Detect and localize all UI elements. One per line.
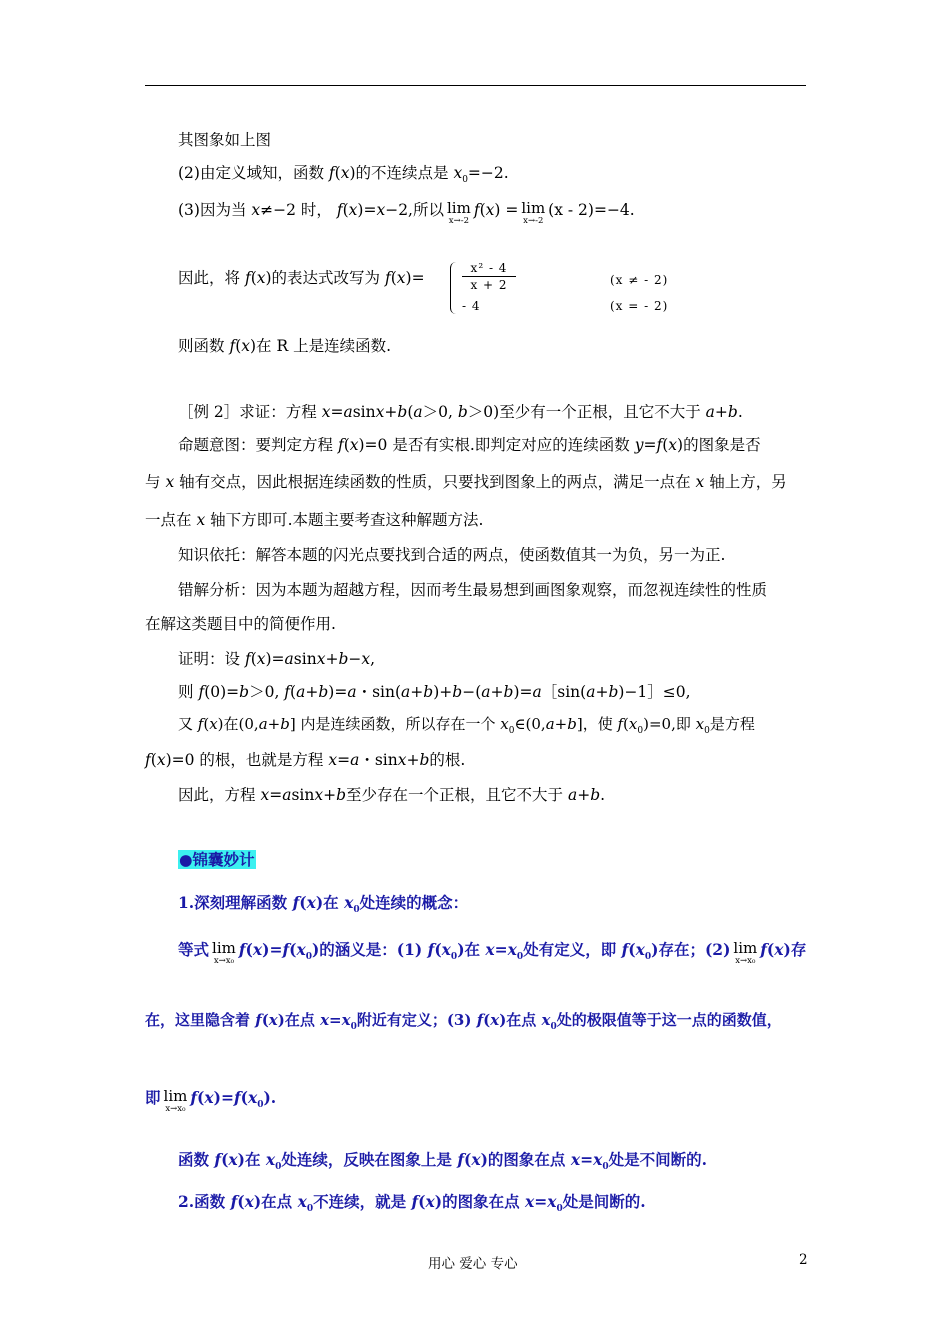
- intent-line-3: 一点在 x 轴下方即可.本题主要考查这种解题方法.: [145, 511, 484, 529]
- error-analysis-line-1: 错解分析：因为本题为超越方程，因而考生最易想到画图象观察，而忽视连续性的性质: [178, 581, 768, 599]
- proof-line-4: f(x)=0 的根，也就是方程 x=a・sinx+b的根.: [145, 751, 466, 769]
- limit-notation: lim x→x₀: [163, 1087, 188, 1114]
- piecewise-value-2: - 4: [462, 299, 481, 313]
- limit-notation: lim x→x₀: [733, 939, 758, 966]
- tip-1-line-4: 函数 f(x)在 $x_0$处连续，反映在图象上是 f(x)的图象在点 $x=x_0$处是不间断的.: [178, 1150, 707, 1173]
- proof-line-2: 则 f(0)=b＞0, f(a+b)=a・sin(a+b)+b−(a+b)=a［sin(a+b)−1］≤0,: [178, 683, 691, 701]
- piecewise-condition-2: (x = - 2): [610, 299, 669, 313]
- tip-1-line-3: 即 lim x→x₀ $f(x)=f(x_0)$.: [145, 1087, 277, 1114]
- example-2-statement: ［例 2］求证：方程 x=asinx+b(a＞0, b＞0)至少有一个正根，且它不大于 a+b.: [178, 403, 743, 421]
- tip-1-line-2: 在，这里隐含着 f(x)在点 $x=x_0$附近有定义；(3) f(x)在点 $x_0$处的极限值等于这一点的函数值，: [145, 1011, 782, 1032]
- text-line-1: 其图象如上图: [178, 131, 272, 149]
- piecewise-fraction: x² - 4 x + 2: [458, 261, 520, 292]
- tip-1-line-1: 等式 lim x→x₀ $f(x)=f(x_0)$的涵义是：(1) $f(x_0)$在 $x=x_0$处有定义，即 $f(x_0)$存在；(2) lim x→x₀ f(x)存: [178, 939, 807, 966]
- text-line-2: (2)由定义域知，函数 f(x)的不连续点是 $x_0=-2$.: [178, 164, 509, 186]
- proof-line-1: 证明：设 f(x)=asinx+b−x,: [178, 650, 376, 668]
- proof-line-3: 又 f(x)在(0,a+b] 内是连续函数，所以存在一个 $x_0\in(0,a+b]$，使 $f(x_0)=0$,即 $x_0$是方程: [178, 715, 755, 736]
- text-line-3: (3)因为当 x≠−2 时， f(x)=x−2,所以 lim x→-2 f(x) = lim x→-2 (x - 2)=−4.: [178, 199, 635, 226]
- tip-2-heading: 2.函数 f(x)在点 $x_0$不连续，就是 f(x)的图象在点 $x=x_0$处是间断的.: [178, 1192, 646, 1215]
- intent-line-2: 与 x 轴有交点，因此根据连续函数的性质，只要找到图象上的两点，满足一点在 x 轴上方，另: [145, 473, 787, 491]
- knowledge-line: 知识依托：解答本题的闪光点要找到合适的两点，使函数值其一为负，另一为正.: [178, 546, 726, 564]
- text-line-5: 则函数 f(x)在 R 上是连续函数.: [178, 337, 391, 355]
- limit-notation: lim x→x₀: [212, 939, 236, 966]
- proof-conclusion: 因此，方程 x=asinx+b至少存在一个正根，且它不大于 a+b.: [178, 786, 606, 804]
- header-rule: [145, 85, 806, 86]
- text-line-4: 因此，将 f(x)的表达式改写为 f(x)=: [178, 269, 425, 287]
- page-number: 2: [799, 1252, 808, 1268]
- error-analysis-line-2: 在解这类题目中的简便作用.: [145, 615, 336, 633]
- footer-text: 用心 爱心 专心: [428, 1256, 518, 1272]
- limit-notation: lim x→-2: [521, 199, 546, 226]
- tip-1-heading: 1.深刻理解函数 f(x)在 $x_0$处连续的概念：: [178, 893, 469, 916]
- intent-line-1: 命题意图：要判定方程 f(x)=0 是否有实根.即判定对应的连续函数 y=f(x)的图象是否: [178, 436, 761, 454]
- piecewise-condition-1: (x ≠ - 2): [610, 273, 669, 287]
- limit-notation: lim x→-2: [446, 199, 471, 226]
- tips-title: ●锦囊妙计: [179, 850, 255, 869]
